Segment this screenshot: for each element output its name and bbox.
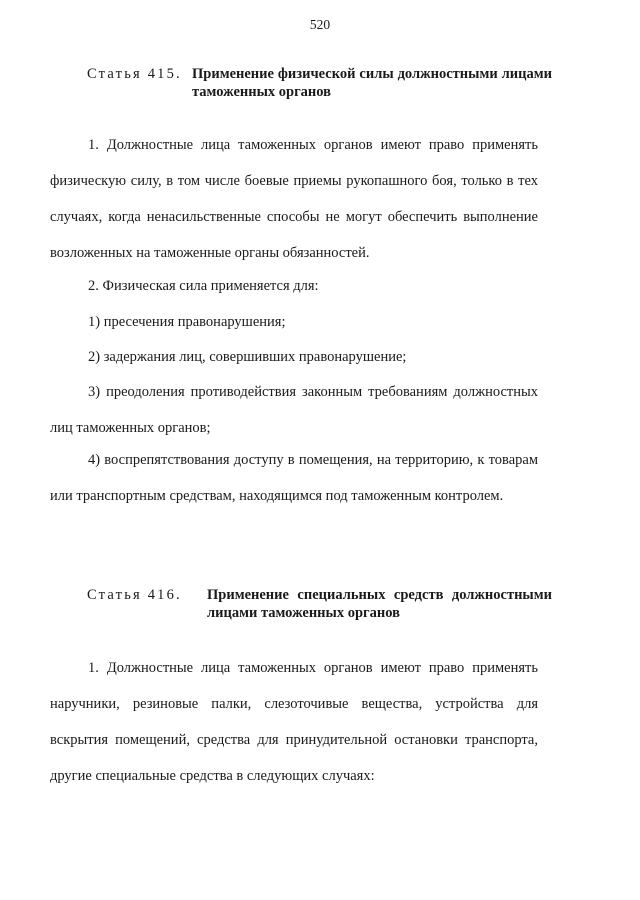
article-415-paragraph-2: 2. Физическая сила применяется для: xyxy=(88,278,319,294)
article-416-label: Статья 416. xyxy=(87,587,182,603)
article-415-label: Статья 415. xyxy=(87,66,182,82)
article-416-paragraph-1: 1. Должностные лица таможенных органов имеют право применять наручники, резиновые палки, слезоточивые вещества, устройства для вскрытия помещений, средства для принудительной остановки транспорта, другие специальные средства в следующих случаях: xyxy=(50,660,538,784)
page-number: 520 xyxy=(309,17,331,32)
article-416-heading xyxy=(87,586,552,626)
article-415-item-2: 2) задержания лиц, совершивших правонарушение; xyxy=(88,349,407,365)
article-416-title: Применение специальных средств должностными лицами таможенных органов xyxy=(207,587,552,621)
article-415-paragraph-1: 1. Должностные лица таможенных органов имеют право применять физическую силу, в том числе боевые приемы рукопашного боя, только в тех случаях, когда ненасильственные способы не могут обеспечить выполнение возложенных на таможенные органы обязанностей. xyxy=(50,137,538,261)
article-415-title: Применение физической силы должностными лицами таможенных органов xyxy=(192,66,552,100)
article-415-item-4: 4) воспрепятствования доступу в помещения, на территорию, к товарам или транспортным средствам, находящимся под таможенным контролем. xyxy=(50,452,538,504)
article-415-heading xyxy=(87,65,552,105)
article-415-item-1: 1) пресечения правонарушения; xyxy=(88,314,286,330)
article-415-item-3: 3) преодоления противодействия законным требованиям должностных лиц таможенных органов; xyxy=(50,384,538,436)
